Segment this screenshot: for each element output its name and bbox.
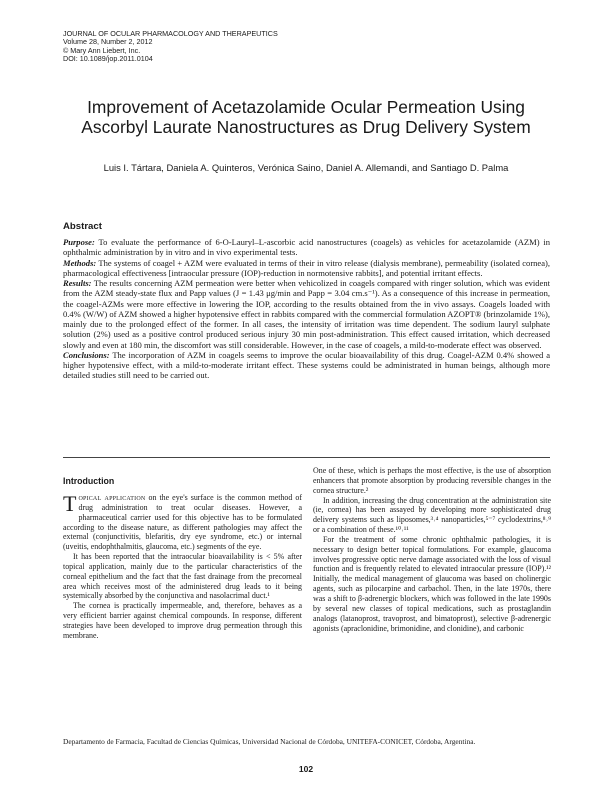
abstract-body: [63, 237, 550, 381]
right-column: [313, 466, 551, 633]
methods-label: Methods:: [63, 257, 97, 268]
results-label: Results:: [63, 278, 92, 288]
abstract-heading: Abstract: [63, 221, 102, 232]
journal-name: JOURNAL OF OCULAR PHARMACOLOGY AND THERAPEUTICS: [63, 29, 278, 38]
journal-header: [63, 30, 278, 63]
results-text: The results concerning AZM permeation were better when vehicolized in coagels compared with ringer solution, which was evident from the AZM steady-state flux and Papp values (J = 1.43 μg/min and Papp = 3.04 cm.s⁻¹). As a consequence of this increase in permeation, the coagel-AZMs were more effective in lowering the IOP, according to the results obtained from the in vivo assays. Coagels loaded with 0.4% (W/W) of AZM showed a higher hypotensive effect in rabbits compared with the commercial formulation AZOPT® (brinzolamide 1%), mainly due to the prolonged effect of the former. In all cases, the intensity of irritation was time dependent. The sodium lauryl sulphate solution (2%) used as a positive control produced serious injury 30 min post-administration. This effect caused irritation, which decreased slowly and even at 180 min, the discomfort was still considerable. However, in the case of coagels, a mild-to-moderate effect was observed.: [63, 278, 550, 350]
purpose-label: Purpose:: [63, 237, 95, 247]
conclusions-label: Conclusions:: [63, 349, 110, 360]
conclusions-text: The incorporation of AZM in coagels seems to improve the ocular bioavailability of this drug. Coagel-AZM 0.4% showed a higher hypotensive effect, with a mild-to-moderate irritant effect. These systems could be administrated in human beings, although more detailed studies still need to be carried out.: [63, 349, 551, 381]
drop-cap: T: [63, 491, 77, 516]
journal-volume: Volume 28, Number 2, 2012: [63, 37, 153, 47]
left-column: [63, 493, 302, 641]
small-caps-lead: opical application: [78, 493, 146, 502]
title-line-2: Ascorbyl Laurate Nanostructures as Drug Delivery System: [81, 117, 531, 137]
section-divider: [63, 457, 550, 458]
journal-doi: DOI: 10.1089/jop.2011.0104: [63, 53, 153, 63]
page-number: 102: [298, 764, 314, 774]
abstract-conclusions: [63, 350, 550, 381]
title-line-1: Improvement of Acetazolamide Ocular Permeation Using: [87, 97, 525, 117]
intro-p1-text: on the eye's surface is the common method of drug administration to treat ocular diseases. However, a pharmaceutical carrier used for this objective has to be formulated according to the disease nature, as different pathologies may affect the external (conjunctivitis, blefaritis, dry eye syndrome, etc.) or internal (uveitis, endophthalmitis, glaucoma, etc.) segments of the eye.: [63, 493, 303, 552]
author-affiliation: Departamento de Farmacia, Facultad de Ciencias Químicas, Universidad Nacional de Córdoba, UNITEFA-CONICET, Córdoba, Argentina.: [63, 737, 476, 746]
introduction-heading: Introduction: [63, 476, 115, 486]
intro-paragraph-1: [63, 493, 302, 552]
abstract-methods: [63, 258, 550, 279]
journal-copyright: © Mary Ann Liebert, Inc.: [63, 45, 141, 55]
abstract-purpose: [63, 237, 550, 258]
abstract-results: [63, 278, 550, 350]
intro-paragraph-6: For the treatment of some chronic ophthalmic pathologies, it is necessary to design better topical formulations. For example, glaucoma involves progressive optic nerve damage associated with the loss of visual function and is frequently related to elevated intraocular pressure (IOP).¹² Initially, the medical management of glaucoma was based on cholinergic agents, such as pilocarpine and carbachol. Then, in the late 1970s, there was a shift to β-adrenergic blockers, which was followed in the late 1990s by several new classes of topical medications, such as prostaglandin analogs (latanoprost, travoprost, and bimatoprost), selective β-adrenergic agonists (apraclonidine, brimonidine, and clonidine), and carbonic: [313, 534, 551, 633]
intro-paragraph-3: The cornea is practically impermeable, and, therefore, behaves as a very efficient barrier against chemical compounds. In response, different strategies have been developed to improve drug permeation through this membrane.: [63, 601, 302, 640]
article-title: [40, 97, 572, 137]
purpose-text: To evaluate the performance of 6-O-Lauryl–L-ascorbic acid nanostructures (coagels) as vehicles for acetazolamide (AZM) in ophthalmic administration by in vitro and in vivo experimental tests.: [63, 237, 551, 258]
intro-paragraph-2: It has been reported that the intraocular bioavailability is < 5% after topical application, mainly due to the particular characteristics of the corneal epithelium and the fact that the fast drainage from the precorneal area which receives most of the administered drug leads to it being systemically absorbed by the conjunctiva and nasolacrimal duct.¹: [63, 552, 302, 601]
intro-paragraph-4: One of these, which is perhaps the most effective, is the use of absorption enhancers that promote absorption by producing reversible changes in the cornea structure.²: [313, 466, 551, 495]
intro-paragraph-5: In addition, increasing the drug concentration at the administration site (ie, cornea) has been assayed by developing more sophisticated drug delivery systems such as liposomes,³˒⁴ nanoparticles,⁵⁻⁷ cyclodextrins,⁸˒⁹ or a combination of these.¹⁰˒¹¹: [313, 495, 551, 535]
author-list: Luis I. Tártara, Daniela A. Quinteros, Verónica Saino, Daniel A. Allemandi, and Santiago D. Palma: [103, 162, 509, 173]
methods-text: The systems of coagel + AZM were evaluated in terms of their in vitro release (dialysis membrane), permeability (isolated cornea), pharmacological effectiveness [intraocular pressure (IOP)-reduction in normotensive rabbits], and potential irritant effects.: [63, 257, 551, 278]
